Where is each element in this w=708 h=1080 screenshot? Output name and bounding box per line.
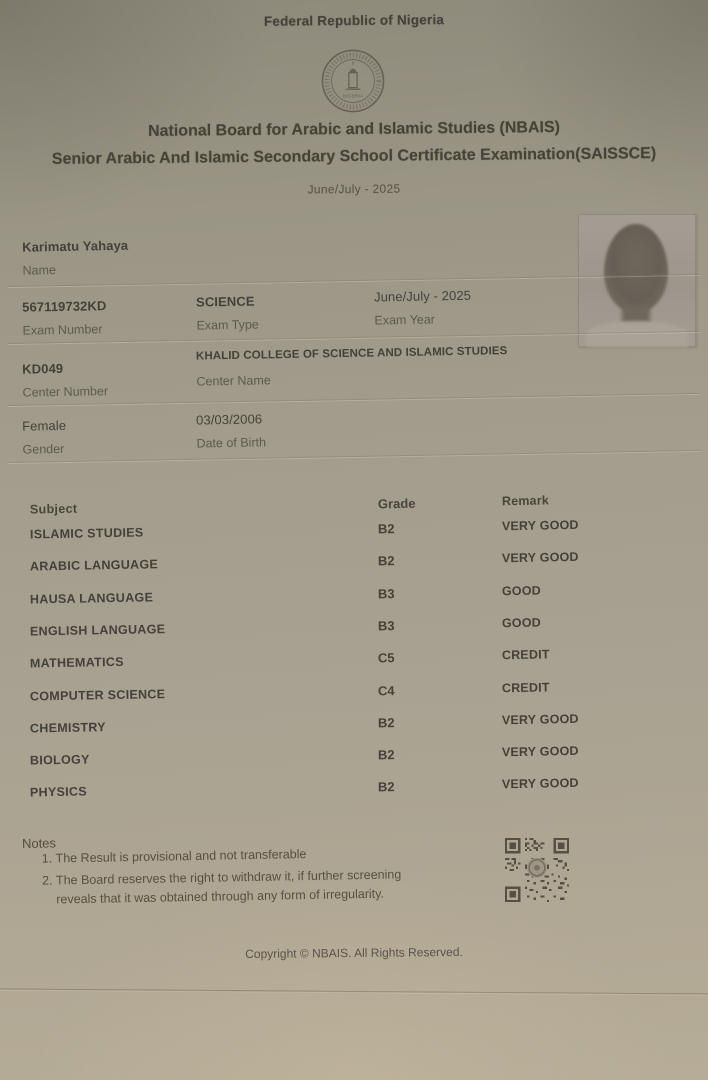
- copyright-text: Copyright © NBAIS. All Rights Reserved.: [245, 944, 463, 962]
- subject-cell: HAUSA LANGUAGE: [29, 590, 154, 607]
- gender-label: Gender: [22, 441, 65, 457]
- nbais-seal-icon: [316, 48, 390, 114]
- dob-value: 03/03/2006: [195, 411, 263, 428]
- exam-number-label: Exam Number: [22, 322, 103, 338]
- center-name-label: Center Name: [196, 373, 271, 389]
- result-row: [0, 613, 708, 641]
- grade-cell: B2: [377, 747, 395, 763]
- result-row: [0, 742, 708, 770]
- center-name-value: KHALID COLLEGE OF SCIENCE AND ISLAMIC STUDIES: [195, 345, 508, 363]
- remark-cell: VERY GOOD: [501, 743, 579, 760]
- grade-cell: C4: [377, 683, 395, 699]
- board-title: National Board for Arabic and Islamic Studies (NBAIS): [147, 119, 561, 140]
- gender-value: Female: [22, 417, 67, 434]
- grade-header: Grade: [377, 495, 416, 512]
- subject-cell: BIOLOGY: [29, 752, 90, 768]
- field-row-bio: [0, 404, 708, 457]
- subject-cell: MATHEMATICS: [29, 654, 124, 671]
- field-row-center: [0, 345, 708, 400]
- candidate-photo: [578, 214, 696, 347]
- subject-cell: COMPUTER SCIENCE: [29, 687, 166, 704]
- name-label: Name: [22, 263, 56, 278]
- exam-year-label: Exam Year: [374, 312, 436, 328]
- notes-title: Notes: [21, 835, 57, 851]
- qr-code-icon: [505, 837, 569, 903]
- row-divider: [8, 450, 700, 463]
- center-number-label: Center Number: [22, 384, 109, 400]
- subject-cell: CHEMISTRY: [29, 720, 106, 736]
- remark-cell: VERY GOOD: [501, 711, 579, 728]
- result-row: [0, 581, 708, 609]
- exam-title: Senior Arabic And Islamic Secondary School Certificate Examination(SAISSCE): [51, 145, 657, 168]
- result-row: [0, 516, 708, 544]
- dob-label: Date of Birth: [196, 435, 267, 451]
- result-row: [0, 548, 708, 576]
- remark-cell: VERY GOOD: [501, 775, 579, 792]
- subject-cell: ARABIC LANGUAGE: [29, 557, 159, 574]
- grade-cell: B3: [377, 586, 395, 602]
- subject-cell: ENGLISH LANGUAGE: [29, 622, 166, 639]
- note-item: 2. The Board reserves the right to withdraw it, if further screening reveals that it was obtained through any form of irregularity.: [56, 865, 409, 909]
- row-divider: [8, 393, 700, 406]
- photo-face: [604, 224, 668, 312]
- subject-cell: ISLAMIC STUDIES: [29, 525, 144, 542]
- name-value: Karimatu Yahaya: [21, 237, 129, 255]
- notes-list: [21, 843, 408, 912]
- exam-year-value: June/July - 2025: [373, 287, 472, 305]
- grade-cell: B2: [377, 715, 395, 731]
- results-header-row: [0, 491, 708, 519]
- photo-shoulders: [586, 321, 688, 347]
- remark-header: Remark: [501, 493, 550, 509]
- grade-cell: B2: [377, 553, 395, 569]
- note-item: 1. The Result is provisional and not transferable: [55, 843, 407, 868]
- subject-cell: PHYSICS: [29, 784, 88, 800]
- grade-cell: C5: [377, 650, 395, 666]
- remark-cell: GOOD: [501, 615, 542, 631]
- seal-text: NIGERIA: [342, 94, 364, 100]
- result-row: [0, 774, 708, 802]
- remark-cell: CREDIT: [501, 680, 550, 696]
- grade-cell: B2: [377, 779, 395, 795]
- subject-header: Subject: [29, 501, 78, 517]
- remark-cell: VERY GOOD: [501, 549, 579, 566]
- center-number-value: KD049: [22, 360, 64, 377]
- exam-number-value: 567119732KD: [22, 298, 107, 315]
- remark-cell: GOOD: [501, 583, 542, 599]
- grade-cell: B2: [377, 521, 395, 537]
- remark-cell: CREDIT: [501, 647, 550, 663]
- result-row: [0, 645, 708, 673]
- result-row: [0, 710, 708, 738]
- paper-fold-line: [0, 989, 708, 996]
- exam-type-label: Exam Type: [196, 317, 259, 333]
- remark-cell: VERY GOOD: [501, 517, 579, 534]
- grade-cell: B3: [377, 618, 395, 634]
- country-title: Federal Republic of Nigeria: [263, 12, 445, 29]
- session-subtitle: June/July - 2025: [307, 181, 401, 197]
- result-row: [0, 678, 708, 706]
- exam-type-value: SCIENCE: [195, 293, 255, 310]
